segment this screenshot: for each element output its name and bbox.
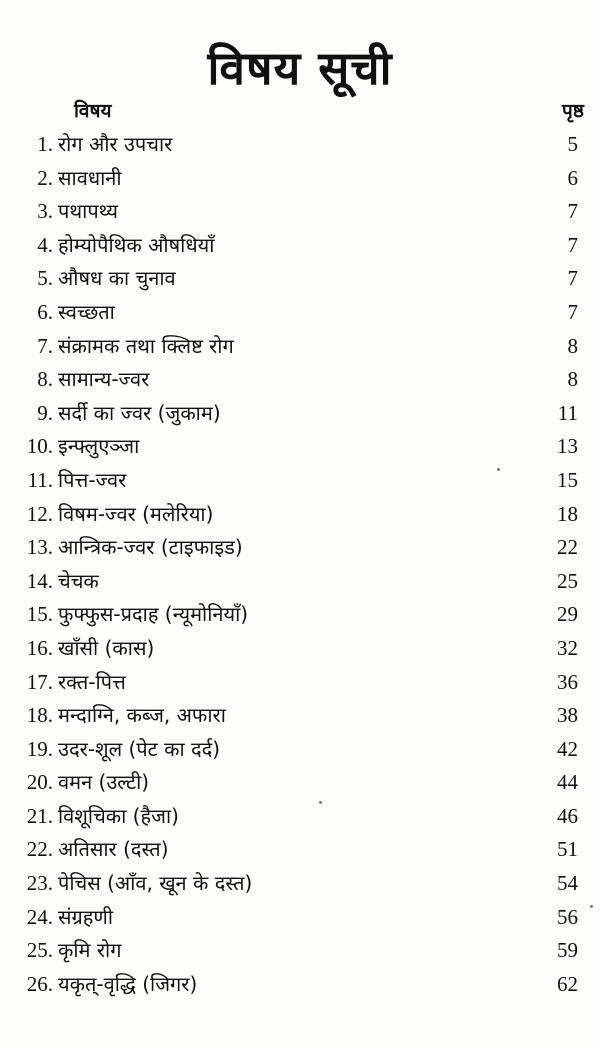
toc-entry-page: 22 [557,535,578,560]
toc-entry-page: 5 [567,132,578,156]
toc-entry-page: 51 [557,837,578,862]
toc-entry-page: 7 [567,266,578,291]
toc-entry [0,330,600,364]
toc-entry [0,531,600,565]
toc-entry-title: वमन (उल्टी) [58,770,150,795]
toc-entry-number: 13. [26,535,53,560]
toc-entry-page: 25 [557,568,578,593]
toc-entry [0,430,600,464]
toc-entry-number: 3. [37,199,53,224]
toc-entry-number: 20. [26,770,53,795]
toc-entry-page: 59 [557,938,578,963]
toc-entry-number: 9. [37,400,53,425]
toc-entry-number: 21. [26,803,53,828]
toc-entry-number: 2. [37,165,53,190]
toc-entry-number: 11. [27,467,53,492]
toc-entry-number: 25. [26,938,53,963]
toc-entry-page: 13 [557,434,578,459]
toc-entry-number: 26. [26,971,53,996]
toc-entry [0,934,600,968]
toc-entry [0,397,600,431]
toc-entry [0,296,600,330]
table-of-contents [0,128,600,1001]
toc-entry-title: सर्दी का ज्वर (जुकाम) [58,400,221,425]
toc-entry [0,733,600,767]
subject-column-header: विषय [74,100,112,122]
toc-entry-title: होम्योपैथिक औषधियाँ [58,232,215,257]
toc-entry-page: 8 [567,367,578,392]
toc-entry-title: संग्रहणी [58,904,114,929]
toc-entry-number: 5. [37,266,53,291]
toc-entry [0,800,600,834]
toc-entry [0,262,600,296]
toc-entry-page: 11 [557,400,578,425]
toc-entry [0,699,600,733]
scan-speck [319,801,322,804]
toc-entry-title: इन्फ्लुएञ्जा [58,434,140,459]
toc-entry [0,766,600,800]
toc-entry-number: 15. [26,602,53,627]
toc-entry-number: 18. [26,703,53,728]
toc-entry [0,598,600,632]
toc-entry [0,632,600,666]
toc-entry-title: सामान्य-ज्वर [58,367,150,392]
page-title: विषय सूची [207,41,393,95]
toc-entry-page: 7 [567,299,578,324]
toc-entry-number: 23. [26,871,53,896]
toc-entry [0,162,600,196]
scan-speck [590,905,593,908]
toc-entry-title: यकृत्-वृद्धि (जिगर) [58,971,198,996]
toc-entry-page: 42 [557,736,578,761]
toc-entry-page: 8 [567,333,578,358]
toc-entry-page: 7 [567,199,578,224]
toc-entry-title: उदर-शूल (पेट का दर्द) [58,736,221,761]
toc-entry [0,195,600,229]
toc-entry-page: 44 [557,770,578,795]
toc-entry-title: अतिसार (दस्त) [58,837,169,862]
toc-entry-title: विशूचिका (हैजा) [58,803,179,828]
toc-entry [0,968,600,1002]
toc-entry-title: विषम-ज्वर (मलेरिया) [58,501,214,526]
toc-entry-page: 36 [557,669,578,694]
toc-entry [0,128,600,162]
toc-entry-number: 12. [26,501,53,526]
toc-entry-page: 29 [557,602,578,627]
toc-entry-number: 17. [26,669,53,694]
toc-entry-number: 10. [26,434,53,459]
toc-entry-title: पथापथ्य [58,199,118,224]
toc-entry-title: संक्रामक तथा क्लिष्ट रोग [58,333,234,358]
toc-entry [0,901,600,935]
toc-entry [0,464,600,498]
toc-entry-page: 62 [557,971,578,996]
toc-entry-page: 56 [557,904,578,929]
toc-entry [0,229,600,263]
toc-entry [0,666,600,700]
toc-entry-page: 32 [557,635,578,660]
toc-entry-title: पेचिस (आँव, खून के दस्त) [58,871,253,896]
toc-entry-number: 24. [26,904,53,929]
toc-entry [0,498,600,532]
toc-entry-number: 1. [37,132,53,156]
toc-entry-title: रक्त-पित्त [58,669,126,694]
toc-entry-title: स्वच्छता [58,299,115,324]
toc-entry-page: 38 [557,703,578,728]
toc-entry-page: 46 [557,803,578,828]
toc-entry-title: सावधानी [58,165,122,190]
toc-entry-number: 14. [26,568,53,593]
page-column-header: पृष्ठ [562,100,584,122]
toc-entry-page: 54 [557,871,578,896]
toc-entry-number: 16. [26,635,53,660]
toc-entry [0,363,600,397]
toc-entry-number: 6. [37,299,53,324]
toc-entry-title: खाँसी (कास) [58,635,155,660]
toc-entry-title: रोग और उपचार [58,132,173,156]
toc-entry-page: 15 [557,467,578,492]
toc-entry-number: 22. [26,837,53,862]
toc-entry-number: 7. [37,333,53,358]
toc-entry [0,867,600,901]
toc-entry-page: 6 [567,165,578,190]
toc-entry-number: 19. [26,736,53,761]
toc-entry-number: 4. [37,232,53,257]
toc-entry-title: औषध का चुनाव [58,266,176,291]
toc-entry-title: मन्दाग्नि, कब्ज, अफारा [58,703,226,728]
toc-entry-title: फुफ्फुस-प्रदाह (न्यूमोनियाँ) [58,602,249,627]
toc-entry-number: 8. [37,367,53,392]
toc-entry-page: 7 [567,232,578,257]
toc-entry-page: 18 [557,501,578,526]
toc-entry [0,833,600,867]
toc-entry-title: आन्त्रिक-ज्वर (टाइफाइड) [58,535,243,560]
toc-entry-title: चेचक [58,568,99,593]
scan-speck [497,468,500,471]
toc-entry-title: कृमि रोग [58,938,122,963]
toc-entry-title: पित्त-ज्वर [58,467,127,492]
toc-entry [0,565,600,599]
